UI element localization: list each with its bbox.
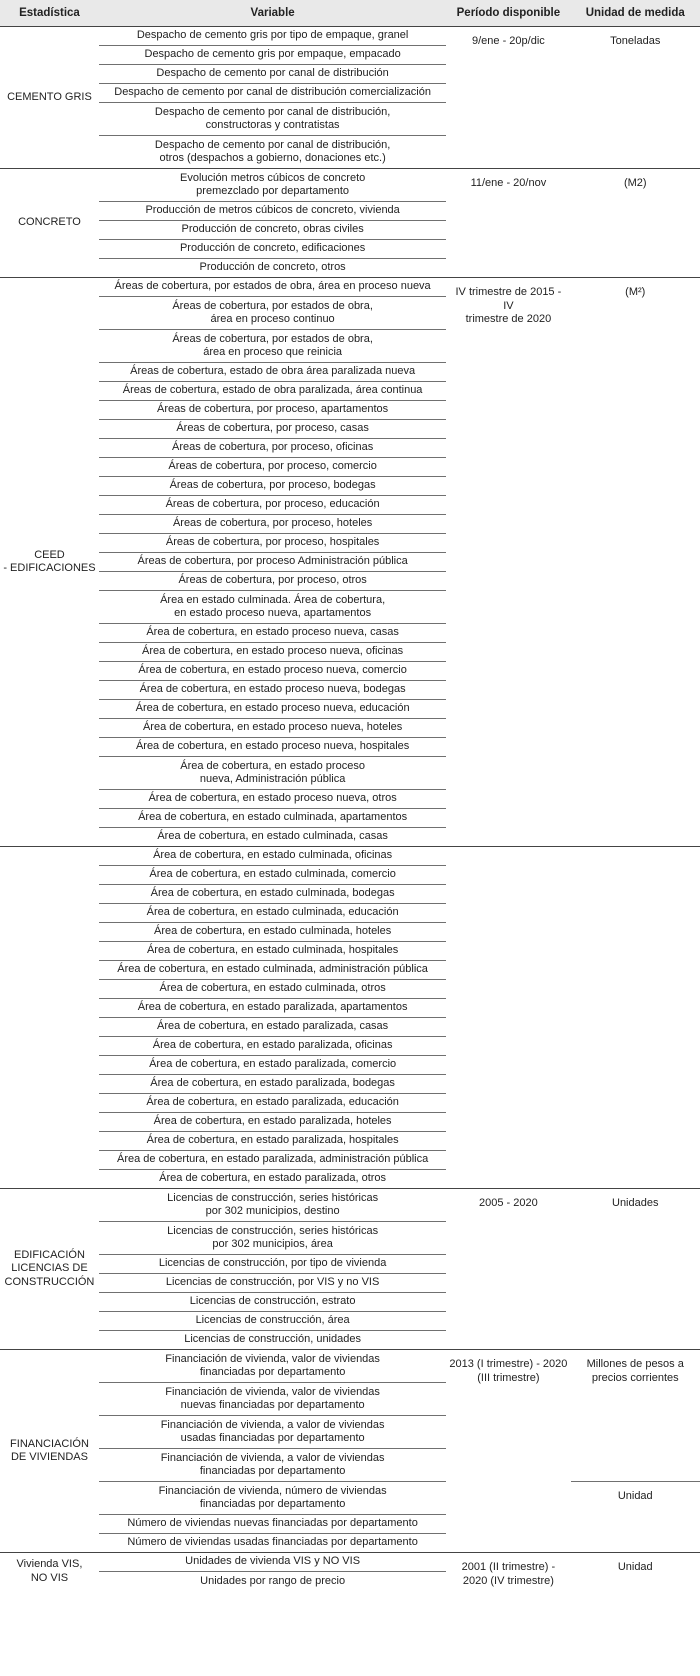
header-periodo: Período disponible — [446, 0, 570, 27]
periodo-cell — [446, 847, 570, 1189]
table-row — [0, 1350, 700, 1383]
table-row — [0, 1189, 700, 1222]
variable-cell: Despacho de cemento gris por tipo de empaque, granel — [99, 27, 446, 46]
estadistica-cell: FINANCIACIÓN DE VIVIENDAS — [0, 1350, 99, 1553]
periodo-cell: 11/ene - 20/nov — [446, 169, 570, 278]
periodo-cell: IV trimestre de 2015 - IV trimestre de 2020 — [446, 278, 570, 847]
variable-cell: Área de cobertura, en estado paralizada, hoteles — [99, 1113, 446, 1132]
variable-cell: Área de cobertura, en estado culminada, apartamentos — [99, 809, 446, 828]
variable-cell: Área de cobertura, en estado proceso nueva, casas — [99, 624, 446, 643]
variable-cell: Áreas de cobertura, por estados de obra, área en proceso que reinicia — [99, 330, 446, 363]
header-variable: Variable — [99, 0, 446, 27]
variable-cell: Licencias de construcción, área — [99, 1312, 446, 1331]
periodo-cell: 2013 (I trimestre) - 2020 (III trimestre) — [446, 1350, 570, 1553]
variable-cell: Financiación de vivienda, a valor de viviendas usadas financiadas por departamento — [99, 1416, 446, 1449]
variable-cell: Producción de concreto, obras civiles — [99, 221, 446, 240]
variable-cell: Área de cobertura, en estado culminada, comercio — [99, 866, 446, 885]
table-row — [0, 1482, 700, 1515]
variable-cell: Área de cobertura, en estado culminada, hoteles — [99, 923, 446, 942]
variable-cell: Área de cobertura, en estado paralizada, otros — [159, 1172, 387, 1185]
variable-cell: Área de cobertura, en estado paralizada, educación — [99, 1094, 446, 1113]
header-row — [0, 0, 700, 27]
periodo-cell: 2001 (II trimestre) - 2020 (IV trimestre) — [446, 1553, 570, 1591]
variable-cell: Área de cobertura, en estado culminada, oficinas — [99, 847, 446, 866]
variable-cell: Despacho de cemento por canal de distribución, otros (despachos a gobierno, donaciones etc.) — [154, 138, 391, 164]
unidad-cell: Unidad — [571, 1482, 700, 1553]
table-row — [0, 27, 700, 46]
variable-cell: Área de cobertura, en estado paralizada, hospitales — [99, 1132, 446, 1151]
variable-cell: Licencias de construcción, unidades — [184, 1333, 361, 1346]
variable-cell: Áreas de cobertura, por proceso, educación — [99, 496, 446, 515]
variable-cell: Áreas de cobertura, por proceso Administración pública — [99, 553, 446, 572]
variable-cell: Área de cobertura, en estado culminada, otros — [99, 980, 446, 999]
variable-cell: Áreas de cobertura, por proceso, otros — [99, 572, 446, 591]
estadistica-cell: CEMENTO GRIS — [0, 27, 99, 169]
variable-cell: Licencias de construcción, por tipo de vivienda — [99, 1255, 446, 1274]
variable-cell: Áreas de cobertura, por proceso, comercio — [99, 458, 446, 477]
variable-cell: Financiación de vivienda, valor de viviendas nuevas financiadas por departamento — [99, 1383, 446, 1416]
unidad-cell: Millones de pesos a precios corrientes — [571, 1350, 700, 1482]
variable-cell: Evolución metros cúbicos de concreto premezclado por departamento — [99, 169, 446, 202]
unidad-cell — [571, 847, 700, 1189]
periodo-cell: 2005 - 2020 — [446, 1189, 570, 1350]
header-unidad: Unidad de medida — [571, 0, 700, 27]
unidad-cell: (M²) — [571, 278, 700, 847]
estadistica-cell: EDIFICACIÓN LICENCIAS DE CONSTRUCCIÓN — [0, 1189, 99, 1350]
variable-cell: Unidades de vivienda VIS y NO VIS — [99, 1553, 446, 1572]
variable-cell: Área de cobertura, en estado proceso nueva, bodegas — [99, 681, 446, 700]
table-row — [0, 847, 700, 866]
variable-cell: Áreas de cobertura, por estados de obra, área en proceso continuo — [99, 297, 446, 330]
variable-cell: Área de cobertura, en estado paralizada, comercio — [99, 1056, 446, 1075]
variable-cell: Despacho de cemento gris por empaque, empacado — [99, 46, 446, 65]
variable-cell: Áreas de cobertura, por proceso, casas — [99, 420, 446, 439]
variable-cell: Áreas de cobertura, por estados de obra, área en proceso nueva — [99, 278, 446, 297]
table-row — [0, 278, 700, 297]
variable-cell: Área de cobertura, en estado paralizada, casas — [99, 1018, 446, 1037]
variable-cell: Áreas de cobertura, estado de obra área paralizada nueva — [99, 363, 446, 382]
variable-cell: Licencias de construcción, por VIS y no VIS — [99, 1274, 446, 1293]
variable-cell: Despacho de cemento por canal de distribución — [99, 65, 446, 84]
variable-cell: Área de cobertura, en estado paralizada, bodegas — [99, 1075, 446, 1094]
variable-cell: Áreas de cobertura, por proceso, hoteles — [99, 515, 446, 534]
variable-cell: Área de cobertura, en estado proceso nueva, comercio — [99, 662, 446, 681]
unidad-cell: (M2) — [571, 169, 700, 278]
variable-cell: Áreas de cobertura, por proceso, apartamentos — [99, 401, 446, 420]
variable-cell: Área de cobertura, en estado culminada, administración pública — [99, 961, 446, 980]
variable-cell: Área de cobertura, en estado culminada, bodegas — [99, 885, 446, 904]
variable-cell: Área de cobertura, en estado culminada, hospitales — [99, 942, 446, 961]
variable-cell: Área en estado culminada. Área de cobertura, en estado proceso nueva, apartamentos — [99, 591, 446, 624]
variable-cell: Área de cobertura, en estado proceso nueva, educación — [99, 700, 446, 719]
estadistica-cell: CONCRETO — [0, 169, 99, 278]
variable-cell: Área de cobertura, en estado proceso nueva, hoteles — [99, 719, 446, 738]
variable-cell: Área de cobertura, en estado paralizada, oficinas — [99, 1037, 446, 1056]
variable-cell: Financiación de vivienda, valor de viviendas financiadas por departamento — [99, 1350, 446, 1383]
variable-cell: Licencias de construcción, estrato — [99, 1293, 446, 1312]
estadistica-cell: Vivienda VIS, NO VIS — [0, 1553, 99, 1591]
variable-cell: Áreas de cobertura, estado de obra paralizada, área continua — [99, 382, 446, 401]
variable-cell: Área de cobertura, en estado proceso nueva, hospitales — [99, 738, 446, 757]
variable-cell: Producción de concreto, edificaciones — [99, 240, 446, 259]
variable-cell: Despacho de cemento por canal de distribución comercialización — [99, 84, 446, 103]
variable-cell: Licencias de construcción, series históricas por 302 municipios, destino — [99, 1189, 446, 1222]
variable-cell: Área de cobertura, en estado proceso nueva, otros — [99, 790, 446, 809]
variable-cell: Área de cobertura, en estado paralizada, administración pública — [99, 1151, 446, 1170]
table-body — [0, 27, 700, 1591]
variable-cell: Producción de concreto, otros — [199, 261, 346, 274]
unidad-cell: Unidad — [571, 1553, 700, 1591]
variable-cell: Producción de metros cúbicos de concreto, vivienda — [99, 202, 446, 221]
variable-cell: Área de cobertura, en estado paralizada, apartamentos — [99, 999, 446, 1018]
table-row — [0, 1553, 700, 1572]
table-row — [0, 169, 700, 202]
variable-cell: Despacho de cemento por canal de distribución, constructoras y contratistas — [99, 103, 446, 136]
unidad-cell: Toneladas — [571, 27, 700, 169]
variable-cell: Áreas de cobertura, por proceso, oficinas — [99, 439, 446, 458]
unidad-cell: Unidades — [571, 1189, 700, 1350]
estadistica-cell: CEED - EDIFICACIONES — [0, 278, 99, 847]
periodo-cell: 9/ene - 20p/dic — [446, 27, 570, 169]
variable-cell: Unidades por rango de precio — [200, 1574, 346, 1587]
variable-cell: Financiación de vivienda, número de viviendas financiadas por departamento — [99, 1482, 446, 1515]
variable-cell: Financiación de vivienda, a valor de viviendas financiadas por departamento — [99, 1449, 446, 1482]
variable-cell: Número de viviendas nuevas financiadas por departamento — [99, 1515, 446, 1534]
variable-cell: Áreas de cobertura, por proceso, bodegas — [99, 477, 446, 496]
variable-cell: Área de cobertura, en estado culminada, educación — [99, 904, 446, 923]
estadistica-cell — [0, 847, 99, 1189]
variable-cell: Número de viviendas usadas financiadas por departamento — [127, 1536, 418, 1549]
variable-cell: Área de cobertura, en estado culminada, casas — [157, 830, 388, 843]
variable-cell: Área de cobertura, en estado proceso nueva, oficinas — [99, 643, 446, 662]
variable-cell: Licencias de construcción, series históricas por 302 municipios, área — [99, 1222, 446, 1255]
variable-cell: Áreas de cobertura, por proceso, hospitales — [99, 534, 446, 553]
header-estadistica: Estadística — [0, 0, 99, 27]
variable-cell: Área de cobertura, en estado proceso nueva, Administración pública — [99, 757, 446, 790]
